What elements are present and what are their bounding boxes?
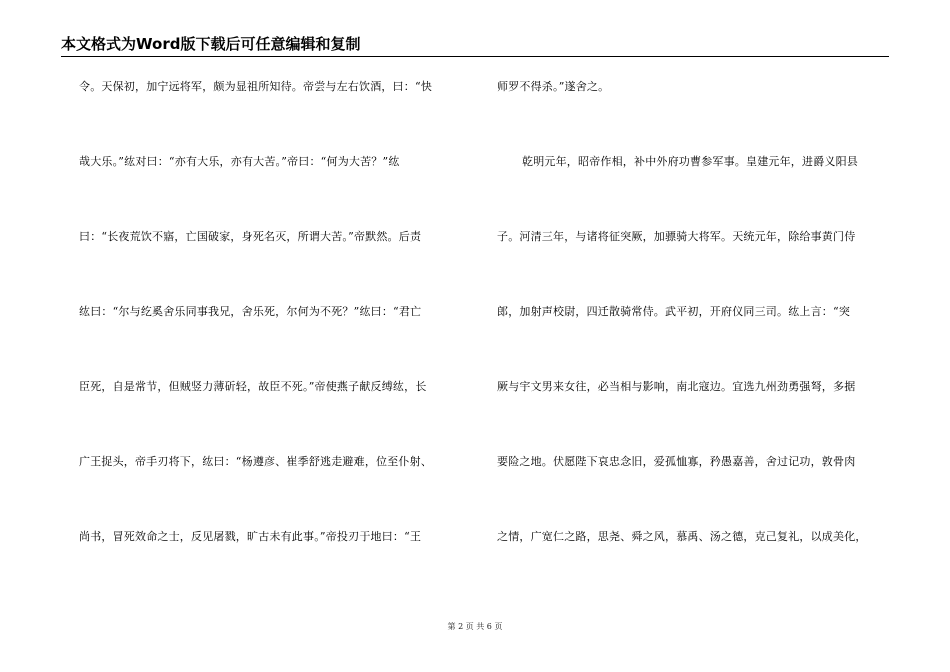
left-text-column	[79, 73, 479, 598]
text-line: 子。河清三年，与诸将征突厥，加骠骑大将军。天统元年，除给事黄门侍	[497, 230, 856, 243]
text-line: 纮曰：“尔与纥奚舍乐同事我兄，舍乐死，尔何为不死？”纮曰：“君亡	[79, 305, 422, 318]
text-line: 之情，广宽仁之路，思尧、舜之风，慕禹、汤之德，克己复礼，以成美化，	[497, 530, 867, 543]
text-line: 哉大乐。”纮对曰：“亦有大乐，亦有大苦。”帝曰：“何为大苦？”纮	[79, 155, 400, 168]
text-line: 臣死，自是常节，但贼竖力薄斫轻，故臣不死。”帝使燕子献反缚纮，长	[79, 380, 427, 393]
text-line: 师罗不得杀。”遂舍之。	[497, 80, 610, 93]
text-line: 令。天保初，加宁远将军，颇为显祖所知待。帝尝与左右饮酒，曰：“快	[79, 80, 433, 93]
text-line: 尚书，冒死效命之士，反见屠戮，旷古未有此事。”帝投刃于地曰：“王	[79, 530, 422, 543]
text-line: 要险之地。伏愿陛下哀忠念旧，爱孤恤寡，矜愚嘉善，舍过记功，敦骨肉	[497, 455, 856, 468]
text-line: 厥与宇文男来女往，必当相与影响，南北寇边。宜选九州劲勇强弩，多据	[497, 380, 856, 393]
text-line: 郎，加射声校尉，四迁散骑常侍。武平初，开府仪同三司。纮上言：“突	[497, 305, 851, 318]
paragraph-start-line: 乾明元年，昭帝作相，补中外府功曹参军事。皇建元年，进爵义阳县	[522, 155, 858, 168]
page-header-title: 本文格式为Word版下载后可任意编辑和复制	[61, 35, 361, 53]
text-line: 曰：“长夜荒饮不寤，亡国破家，身死名灭，所谓大苦。”帝默然。后责	[79, 230, 422, 243]
text-line: 广王捉头，帝手刃将下，纮曰：“杨遵彦、崔季舒逃走避难，位至仆射、	[79, 455, 433, 468]
page-number-footer: 第 2 页 共 6 页	[447, 622, 503, 631]
header-divider	[61, 56, 889, 57]
right-text-column	[497, 73, 892, 598]
